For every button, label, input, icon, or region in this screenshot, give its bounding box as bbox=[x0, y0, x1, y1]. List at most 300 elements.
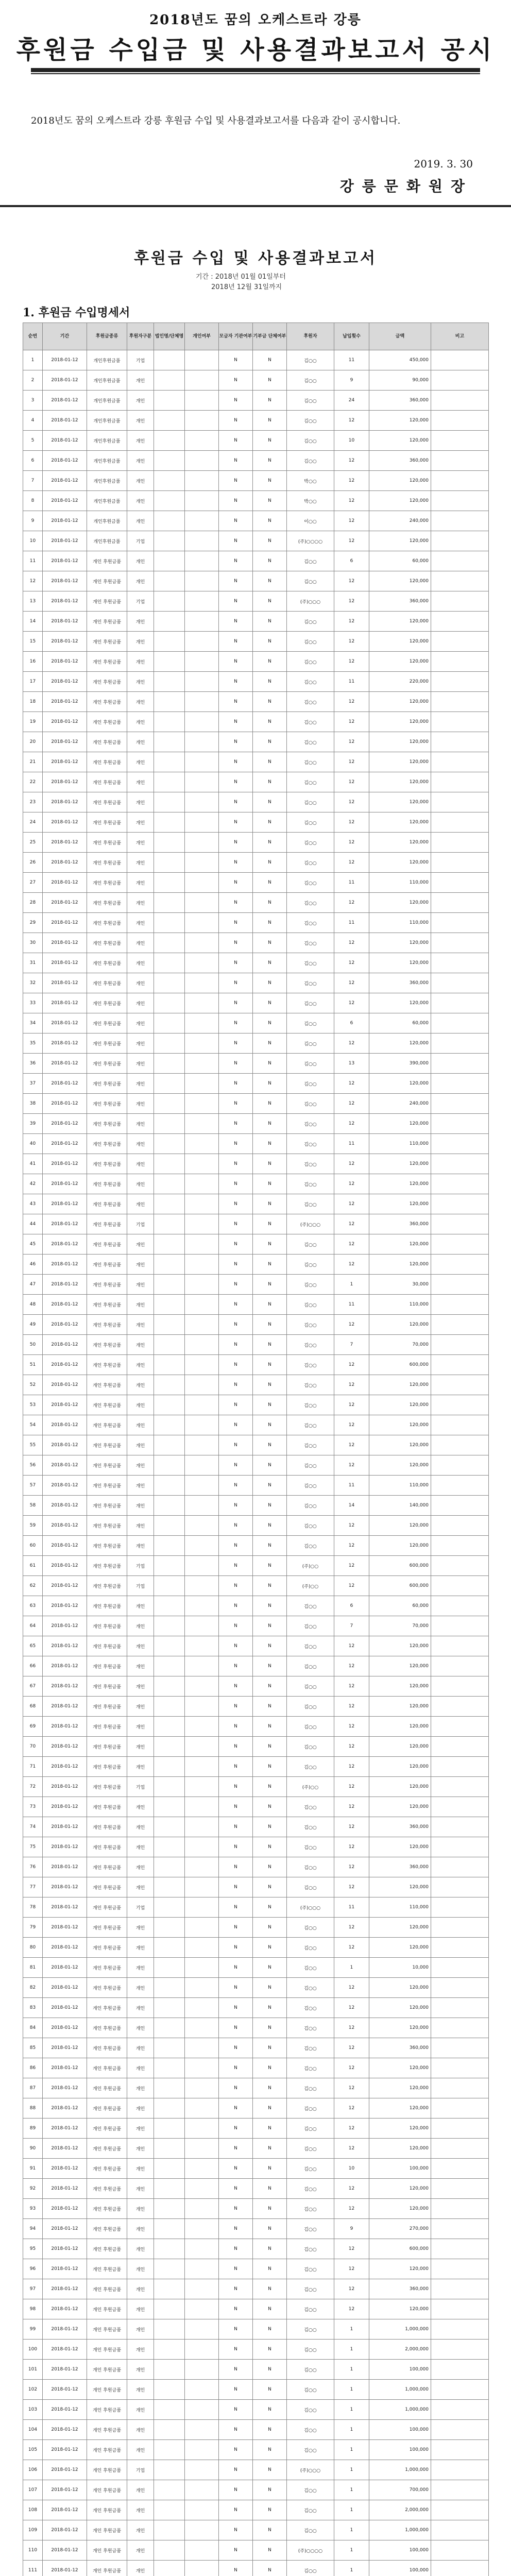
cell-amount: 360,000 bbox=[369, 2038, 431, 2058]
cell-count: 11 bbox=[334, 1295, 369, 1315]
cell-date: 2018-01-12 bbox=[43, 1476, 87, 1496]
table-row bbox=[23, 1556, 489, 1576]
cell-individual bbox=[185, 1516, 219, 1536]
cell-note bbox=[431, 1194, 489, 1214]
cell-date: 2018-01-12 bbox=[43, 612, 87, 632]
cell-amount: 120,000 bbox=[369, 431, 431, 451]
cell-category: 개인 bbox=[127, 1857, 154, 1877]
cell-date: 2018-01-12 bbox=[43, 2540, 87, 2561]
cell-receipt-flag: N bbox=[219, 1717, 253, 1737]
table-row bbox=[23, 632, 489, 652]
cell-type: 개인후원금품 bbox=[87, 411, 127, 431]
cell-agency-flag: N bbox=[253, 1355, 287, 1375]
cell-count: 11 bbox=[334, 873, 369, 893]
cell-category: 개인 bbox=[127, 973, 154, 993]
cell-date: 2018-01-12 bbox=[43, 2058, 87, 2078]
cell-individual bbox=[185, 1013, 219, 1033]
cell-amount: 120,000 bbox=[369, 1938, 431, 1958]
cell-receipt-flag: N bbox=[219, 1616, 253, 1636]
cell-no: 1 bbox=[23, 350, 43, 370]
cell-note bbox=[431, 1998, 489, 2018]
cell-amount: 120,000 bbox=[369, 732, 431, 752]
cell-corporation bbox=[154, 612, 185, 632]
cell-type: 개인 후원금품 bbox=[87, 1415, 127, 1435]
cell-date: 2018-01-12 bbox=[43, 1817, 87, 1837]
cell-type: 개인 후원금품 bbox=[87, 1275, 127, 1295]
cell-note bbox=[431, 1074, 489, 1094]
cell-note bbox=[431, 1415, 489, 1435]
cell-date: 2018-01-12 bbox=[43, 1033, 87, 1054]
cell-type: 개인 후원금품 bbox=[87, 2038, 127, 2058]
cell-amount: 120,000 bbox=[369, 1315, 431, 1335]
cell-agency-flag: N bbox=[253, 1496, 287, 1516]
cell-individual bbox=[185, 2199, 219, 2219]
cell-no: 28 bbox=[23, 893, 43, 913]
cell-type: 개인 후원금품 bbox=[87, 1295, 127, 1315]
cell-note bbox=[431, 913, 489, 933]
cell-corporation bbox=[154, 1576, 185, 1596]
cell-donor: 김○○ bbox=[287, 370, 334, 391]
cell-individual bbox=[185, 692, 219, 712]
cell-amount: 1,000,000 bbox=[369, 2380, 431, 2400]
cell-corporation bbox=[154, 2319, 185, 2340]
cell-type: 개인 후원금품 bbox=[87, 1476, 127, 1496]
cell-no: 34 bbox=[23, 1013, 43, 1033]
cell-receipt-flag: N bbox=[219, 853, 253, 873]
cell-note bbox=[431, 1717, 489, 1737]
cell-receipt-flag: N bbox=[219, 1455, 253, 1476]
cell-type: 개인 후원금품 bbox=[87, 571, 127, 591]
cell-no: 48 bbox=[23, 1295, 43, 1315]
cell-corporation bbox=[154, 491, 185, 511]
cell-note bbox=[431, 1094, 489, 1114]
cell-agency-flag: N bbox=[253, 1315, 287, 1335]
cell-corporation bbox=[154, 451, 185, 471]
cell-corporation bbox=[154, 1275, 185, 1295]
cell-no: 66 bbox=[23, 1656, 43, 1676]
cell-date: 2018-01-12 bbox=[43, 551, 87, 571]
cell-no: 2 bbox=[23, 370, 43, 391]
cell-individual bbox=[185, 752, 219, 772]
cell-individual bbox=[185, 1837, 219, 1857]
cell-agency-flag: N bbox=[253, 1998, 287, 2018]
cell-type: 개인 후원금품 bbox=[87, 1435, 127, 1455]
cell-date: 2018-01-12 bbox=[43, 632, 87, 652]
cell-no: 64 bbox=[23, 1616, 43, 1636]
cell-note bbox=[431, 1676, 489, 1697]
cell-count: 12 bbox=[334, 2119, 369, 2139]
cell-individual bbox=[185, 1054, 219, 1074]
cell-individual bbox=[185, 672, 219, 692]
table-row bbox=[23, 1054, 489, 1074]
cell-no: 61 bbox=[23, 1556, 43, 1576]
cell-category: 개인 bbox=[127, 1315, 154, 1335]
cell-date: 2018-01-12 bbox=[43, 1234, 87, 1255]
header-title: 후원금 수입금 및 사용결과보고서 공시 bbox=[16, 36, 495, 64]
cell-amount: 120,000 bbox=[369, 2139, 431, 2159]
cell-type: 개인 후원금품 bbox=[87, 1094, 127, 1114]
cell-no: 27 bbox=[23, 873, 43, 893]
cell-donor: 김○○ bbox=[287, 833, 334, 853]
cell-corporation bbox=[154, 1777, 185, 1797]
cell-corporation bbox=[154, 1174, 185, 1194]
cell-count: 12 bbox=[334, 1656, 369, 1676]
cell-donor: 김○○ bbox=[287, 1837, 334, 1857]
cell-donor: 김○○ bbox=[287, 893, 334, 913]
cell-no: 10 bbox=[23, 531, 43, 551]
cell-receipt-flag: N bbox=[219, 491, 253, 511]
cell-amount: 120,000 bbox=[369, 933, 431, 953]
cell-receipt-flag: N bbox=[219, 772, 253, 792]
cell-agency-flag: N bbox=[253, 2520, 287, 2540]
cell-note bbox=[431, 1234, 489, 1255]
cell-individual bbox=[185, 873, 219, 893]
cell-agency-flag: N bbox=[253, 2420, 287, 2440]
cell-no: 86 bbox=[23, 2058, 43, 2078]
cell-type: 개인 후원금품 bbox=[87, 1496, 127, 1516]
table-row bbox=[23, 1536, 489, 1556]
cell-category: 개인 bbox=[127, 1978, 154, 1998]
col-header: 모금자 기관여부 bbox=[219, 323, 253, 350]
cell-no: 105 bbox=[23, 2440, 43, 2460]
cell-agency-flag: N bbox=[253, 1455, 287, 1476]
cell-amount: 600,000 bbox=[369, 1355, 431, 1375]
cell-category: 개인 bbox=[127, 1234, 154, 1255]
cell-category: 개인 bbox=[127, 2319, 154, 2340]
cell-agency-flag: N bbox=[253, 1013, 287, 1033]
cell-corporation bbox=[154, 2460, 185, 2480]
cell-amount: 120,000 bbox=[369, 712, 431, 732]
cell-date: 2018-01-12 bbox=[43, 652, 87, 672]
cell-agency-flag: N bbox=[253, 973, 287, 993]
cell-no: 79 bbox=[23, 1918, 43, 1938]
cell-count: 12 bbox=[334, 2078, 369, 2098]
cell-amount: 10,000 bbox=[369, 1958, 431, 1978]
cell-receipt-flag: N bbox=[219, 1114, 253, 1134]
cell-type: 개인 후원금품 bbox=[87, 792, 127, 812]
cell-category: 개인 bbox=[127, 2500, 154, 2520]
cell-category: 개인 bbox=[127, 913, 154, 933]
cell-note bbox=[431, 1777, 489, 1797]
table-row bbox=[23, 1576, 489, 1596]
cell-type: 개인 후원금품 bbox=[87, 1837, 127, 1857]
cell-receipt-flag: N bbox=[219, 1817, 253, 1837]
cell-count: 12 bbox=[334, 1074, 369, 1094]
cell-agency-flag: N bbox=[253, 1978, 287, 1998]
cell-receipt-flag: N bbox=[219, 1676, 253, 1697]
cell-count: 12 bbox=[334, 2199, 369, 2219]
cell-type: 개인후원금품 bbox=[87, 511, 127, 531]
cell-agency-flag: N bbox=[253, 1134, 287, 1154]
cell-category: 개인 bbox=[127, 1938, 154, 1958]
cell-receipt-flag: N bbox=[219, 1174, 253, 1194]
cell-note bbox=[431, 1476, 489, 1496]
cell-category: 개인 bbox=[127, 2078, 154, 2098]
cell-note bbox=[431, 973, 489, 993]
cell-amount: 120,000 bbox=[369, 812, 431, 833]
cell-corporation bbox=[154, 2058, 185, 2078]
cell-no: 24 bbox=[23, 812, 43, 833]
cell-count: 12 bbox=[334, 1938, 369, 1958]
table-row bbox=[23, 1837, 489, 1857]
cell-category: 개인 bbox=[127, 873, 154, 893]
cell-no: 110 bbox=[23, 2540, 43, 2561]
cell-type: 개인 후원금품 bbox=[87, 591, 127, 612]
cell-amount: 120,000 bbox=[369, 1978, 431, 1998]
cell-date: 2018-01-12 bbox=[43, 1455, 87, 1476]
cell-agency-flag: N bbox=[253, 1616, 287, 1636]
cell-receipt-flag: N bbox=[219, 531, 253, 551]
table-row bbox=[23, 2540, 489, 2561]
table-row bbox=[23, 2078, 489, 2098]
cell-date: 2018-01-12 bbox=[43, 1214, 87, 1234]
cell-category: 기업 bbox=[127, 531, 154, 551]
cell-note bbox=[431, 612, 489, 632]
cell-individual bbox=[185, 2119, 219, 2139]
cell-type: 개인 후원금품 bbox=[87, 2299, 127, 2319]
table-row bbox=[23, 1355, 489, 1375]
cell-donor: 김○○ bbox=[287, 732, 334, 752]
cell-amount: 220,000 bbox=[369, 672, 431, 692]
cell-individual bbox=[185, 2179, 219, 2199]
cell-donor: 김○○ bbox=[287, 772, 334, 792]
table-row bbox=[23, 2319, 489, 2340]
cell-donor: 김○○ bbox=[287, 1255, 334, 1275]
cell-individual bbox=[185, 973, 219, 993]
cell-agency-flag: N bbox=[253, 2500, 287, 2520]
cell-type: 개인 후원금품 bbox=[87, 1777, 127, 1797]
cell-date: 2018-01-12 bbox=[43, 1616, 87, 1636]
cell-note bbox=[431, 993, 489, 1013]
cell-receipt-flag: N bbox=[219, 1415, 253, 1435]
cell-corporation bbox=[154, 2299, 185, 2319]
cell-category: 개인 bbox=[127, 1074, 154, 1094]
cell-receipt-flag: N bbox=[219, 1596, 253, 1616]
cell-amount: 120,000 bbox=[369, 1033, 431, 1054]
cell-corporation bbox=[154, 1054, 185, 1074]
cell-category: 개인 bbox=[127, 1717, 154, 1737]
col-header: 후원자구분 bbox=[127, 323, 154, 350]
cell-corporation bbox=[154, 1757, 185, 1777]
cell-individual bbox=[185, 1797, 219, 1817]
cell-date: 2018-01-12 bbox=[43, 2319, 87, 2340]
cell-note bbox=[431, 1496, 489, 1516]
cell-corporation bbox=[154, 350, 185, 370]
cell-note bbox=[431, 2058, 489, 2078]
cell-amount: 600,000 bbox=[369, 2239, 431, 2259]
cell-note bbox=[431, 1918, 489, 1938]
cell-type: 개인 후원금품 bbox=[87, 2540, 127, 2561]
cell-corporation bbox=[154, 2119, 185, 2139]
cell-agency-flag: N bbox=[253, 1154, 287, 1174]
cell-type: 개인 후원금품 bbox=[87, 2340, 127, 2360]
table-row bbox=[23, 1013, 489, 1033]
table-row bbox=[23, 612, 489, 632]
table-row bbox=[23, 2420, 489, 2440]
cell-amount: 120,000 bbox=[369, 1777, 431, 1797]
cell-receipt-flag: N bbox=[219, 1255, 253, 1275]
cell-donor: 김○○ bbox=[287, 2480, 334, 2500]
cell-category: 개인 bbox=[127, 1174, 154, 1194]
cell-type: 개인 후원금품 bbox=[87, 632, 127, 652]
cell-count: 12 bbox=[334, 1033, 369, 1054]
cell-individual bbox=[185, 2319, 219, 2340]
cell-count: 12 bbox=[334, 411, 369, 431]
cell-no: 44 bbox=[23, 1214, 43, 1234]
cell-amount: 120,000 bbox=[369, 2018, 431, 2038]
col-header: 기부금 단체여부 bbox=[253, 323, 287, 350]
cell-receipt-flag: N bbox=[219, 1516, 253, 1536]
cell-individual bbox=[185, 893, 219, 913]
cell-type: 개인 후원금품 bbox=[87, 752, 127, 772]
page-header bbox=[0, 0, 511, 103]
cell-no: 19 bbox=[23, 712, 43, 732]
cell-no: 82 bbox=[23, 1978, 43, 1998]
cell-receipt-flag: N bbox=[219, 1134, 253, 1154]
cell-receipt-flag: N bbox=[219, 1315, 253, 1335]
table-row bbox=[23, 1918, 489, 1938]
cell-corporation bbox=[154, 1375, 185, 1395]
cell-no: 16 bbox=[23, 652, 43, 672]
report-period bbox=[196, 272, 286, 293]
cell-type: 개인 후원금품 bbox=[87, 853, 127, 873]
cell-agency-flag: N bbox=[253, 1556, 287, 1576]
cell-date: 2018-01-12 bbox=[43, 1134, 87, 1154]
cell-date: 2018-01-12 bbox=[43, 2561, 87, 2576]
cell-receipt-flag: N bbox=[219, 1998, 253, 2018]
cell-category: 개인 bbox=[127, 1355, 154, 1375]
cell-individual bbox=[185, 953, 219, 973]
cell-individual bbox=[185, 2279, 219, 2299]
cell-donor: 김○○ bbox=[287, 993, 334, 1013]
cell-donor: 김○○ bbox=[287, 2239, 334, 2259]
cell-corporation bbox=[154, 913, 185, 933]
cell-individual bbox=[185, 1094, 219, 1114]
cell-date: 2018-01-12 bbox=[43, 1054, 87, 1074]
cell-no: 35 bbox=[23, 1033, 43, 1054]
cell-donor: 김○○ bbox=[287, 411, 334, 431]
cell-donor: (주)○○○ bbox=[287, 1897, 334, 1918]
cell-corporation bbox=[154, 471, 185, 491]
cell-donor: 김○○ bbox=[287, 2319, 334, 2340]
cell-corporation bbox=[154, 1476, 185, 1496]
cell-note bbox=[431, 1616, 489, 1636]
cell-donor: 김○○ bbox=[287, 652, 334, 672]
cell-count: 12 bbox=[334, 853, 369, 873]
cell-amount: 120,000 bbox=[369, 772, 431, 792]
cell-agency-flag: N bbox=[253, 1897, 287, 1918]
cell-donor: 김○○ bbox=[287, 1194, 334, 1214]
cell-receipt-flag: N bbox=[219, 812, 253, 833]
cell-note bbox=[431, 1938, 489, 1958]
cell-count: 1 bbox=[334, 2319, 369, 2340]
cell-individual bbox=[185, 1154, 219, 1174]
cell-date: 2018-01-12 bbox=[43, 1958, 87, 1978]
cell-amount: 30,000 bbox=[369, 1275, 431, 1295]
table-row bbox=[23, 2380, 489, 2400]
cell-receipt-flag: N bbox=[219, 2279, 253, 2299]
cell-type: 개인 후원금품 bbox=[87, 2460, 127, 2480]
col-header: 후원금종류 bbox=[87, 323, 127, 350]
cell-individual bbox=[185, 2219, 219, 2239]
cell-no: 63 bbox=[23, 1596, 43, 1616]
cell-corporation bbox=[154, 431, 185, 451]
cell-count: 11 bbox=[334, 1897, 369, 1918]
table-row bbox=[23, 2139, 489, 2159]
cell-donor: 김○○ bbox=[287, 2500, 334, 2520]
cell-type: 개인후원금품 bbox=[87, 531, 127, 551]
cell-no: 55 bbox=[23, 1435, 43, 1455]
cell-individual bbox=[185, 591, 219, 612]
cell-corporation bbox=[154, 672, 185, 692]
cell-category: 개인 bbox=[127, 672, 154, 692]
cell-amount: 450,000 bbox=[369, 350, 431, 370]
cell-individual bbox=[185, 2400, 219, 2420]
cell-donor: 김○○ bbox=[287, 1033, 334, 1054]
cell-donor: 김○○ bbox=[287, 2018, 334, 2038]
cell-amount: 120,000 bbox=[369, 2098, 431, 2119]
cell-receipt-flag: N bbox=[219, 571, 253, 591]
cell-count: 12 bbox=[334, 1315, 369, 1335]
cell-count: 12 bbox=[334, 953, 369, 973]
cell-agency-flag: N bbox=[253, 2480, 287, 2500]
cell-agency-flag: N bbox=[253, 1656, 287, 1676]
cell-agency-flag: N bbox=[253, 933, 287, 953]
cell-amount: 60,000 bbox=[369, 1013, 431, 1033]
cell-corporation bbox=[154, 511, 185, 531]
cell-count: 12 bbox=[334, 692, 369, 712]
cell-type: 개인 후원금품 bbox=[87, 1013, 127, 1033]
cell-agency-flag: N bbox=[253, 411, 287, 431]
cell-date: 2018-01-12 bbox=[43, 2360, 87, 2380]
cell-receipt-flag: N bbox=[219, 551, 253, 571]
cell-individual bbox=[185, 1134, 219, 1154]
cell-category: 개인 bbox=[127, 1837, 154, 1857]
cell-category: 개인 bbox=[127, 1817, 154, 1837]
cell-date: 2018-01-12 bbox=[43, 1074, 87, 1094]
cell-count: 12 bbox=[334, 571, 369, 591]
cell-category: 개인 bbox=[127, 2299, 154, 2319]
cell-category: 개인 bbox=[127, 1636, 154, 1656]
cell-type: 개인 후원금품 bbox=[87, 1797, 127, 1817]
cell-category: 개인 bbox=[127, 1596, 154, 1616]
cell-individual bbox=[185, 1877, 219, 1897]
cell-receipt-flag: N bbox=[219, 913, 253, 933]
cell-no: 42 bbox=[23, 1174, 43, 1194]
cell-category: 개인 bbox=[127, 391, 154, 411]
cell-count: 9 bbox=[334, 2219, 369, 2239]
cell-no: 102 bbox=[23, 2380, 43, 2400]
cell-note bbox=[431, 1737, 489, 1757]
table-row bbox=[23, 1154, 489, 1174]
table-row bbox=[23, 933, 489, 953]
cell-corporation bbox=[154, 792, 185, 812]
cell-count: 12 bbox=[334, 2018, 369, 2038]
cell-note bbox=[431, 2460, 489, 2480]
cell-agency-flag: N bbox=[253, 792, 287, 812]
cell-type: 개인 후원금품 bbox=[87, 1737, 127, 1757]
cell-individual bbox=[185, 1375, 219, 1395]
table-row bbox=[23, 1395, 489, 1415]
cell-count: 12 bbox=[334, 1094, 369, 1114]
cell-receipt-flag: N bbox=[219, 2460, 253, 2480]
cell-amount: 120,000 bbox=[369, 1676, 431, 1697]
cell-count: 12 bbox=[334, 1998, 369, 2018]
cell-corporation bbox=[154, 1315, 185, 1335]
cell-category: 개인 bbox=[127, 571, 154, 591]
cell-individual bbox=[185, 511, 219, 531]
cell-agency-flag: N bbox=[253, 1214, 287, 1234]
